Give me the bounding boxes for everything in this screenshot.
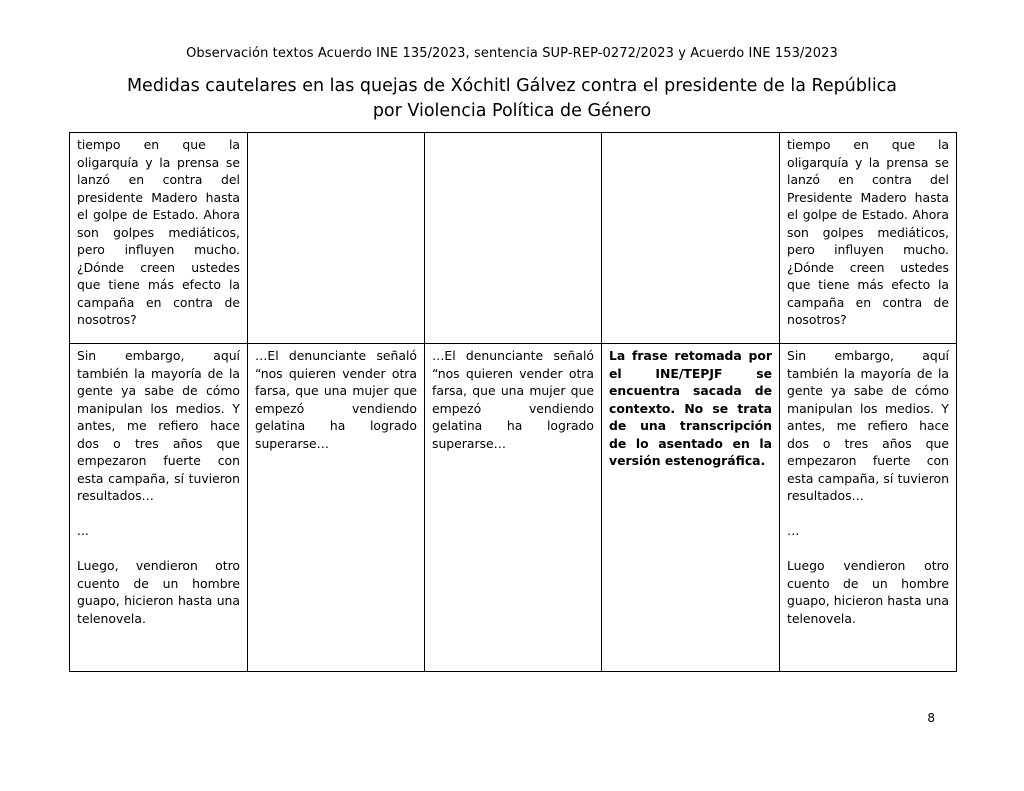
- table-cell-stenographic-version: [70, 344, 248, 672]
- comparison-table: [69, 132, 957, 672]
- table-cell-ine-agreement: …El denunciante señaló “nos quieren vender otra farsa, que una mujer que empezó vendiendo gelatina ha logrado superarse…: [248, 344, 425, 672]
- cell-paragraph: tiempo en que la oligarquía y la prensa se lanzó en contra del Presidente Madero hasta el golpe de Estado. Ahora son golpes mediáticos, pero influyen mucho. ¿Dónde creen ustedes que tiene más efecto la campaña en contra de nosotros?: [787, 137, 949, 327]
- table-cell-second-agreement: [780, 344, 957, 672]
- table-cell-tepjf-ruling: [425, 133, 602, 344]
- document-subtitle: Observación textos Acuerdo INE 135/2023, sentencia SUP-REP-0272/2023 y Acuerdo INE 153/2023: [186, 46, 838, 61]
- table-cell-stenographic-version: [70, 133, 248, 344]
- cell-ellipsis: …: [787, 523, 800, 538]
- cell-paragraph: Luego vendieron otro cuento de un hombre guapo, hicieron hasta una telenovela.: [787, 558, 949, 626]
- cell-ellipsis: ...: [77, 523, 89, 538]
- cell-paragraph: Sin embargo, aquí también la mayoría de la gente ya sabe de cómo manipulan los medios. Y antes, me refiero hace dos o tres años que empezaron fuerte con esta campaña, sí tuvieron resultados…: [77, 348, 240, 503]
- table-row: [70, 133, 957, 344]
- page-number: 8: [927, 711, 935, 725]
- table-cell-analysis: [602, 133, 780, 344]
- cell-paragraph: tiempo en que la oligarquía y la prensa se lanzó en contra del presidente Madero hasta el golpe de Estado. Ahora son golpes mediáticos, pero influyen mucho. ¿Dónde creen ustedes que tiene más efecto la campaña en contra de nosotros?: [77, 137, 240, 327]
- table-cell-ine-agreement: [248, 133, 425, 344]
- cell-paragraph: Luego, vendieron otro cuento de un hombre guapo, hicieron hasta una telenovela.: [77, 558, 240, 626]
- table-cell-analysis: La frase retomada por el INE/TEPJF se encuentra sacada de contexto. No se trata de una transcripción de lo asentado en la versión estenográfica.: [602, 344, 780, 672]
- table-row: [70, 344, 957, 672]
- table-cell-second-agreement: [780, 133, 957, 344]
- document-title-line-2: por Violencia Política de Género: [372, 101, 652, 121]
- table-cell-tepjf-ruling: …El denunciante señaló “nos quieren vender otra farsa, que una mujer que empezó vendiendo gelatina ha logrado superarse…: [425, 344, 602, 672]
- cell-paragraph: Sin embargo, aquí también la mayoría de la gente ya sabe de cómo manipulan los medios. Y antes, me refiero hace dos o tres años que empezaron fuerte con esta campaña, sí tuvieron resultados…: [787, 348, 949, 503]
- document-title-line-1: Medidas cautelares en las quejas de Xóchitl Gálvez contra el presidente de la República: [126, 76, 898, 96]
